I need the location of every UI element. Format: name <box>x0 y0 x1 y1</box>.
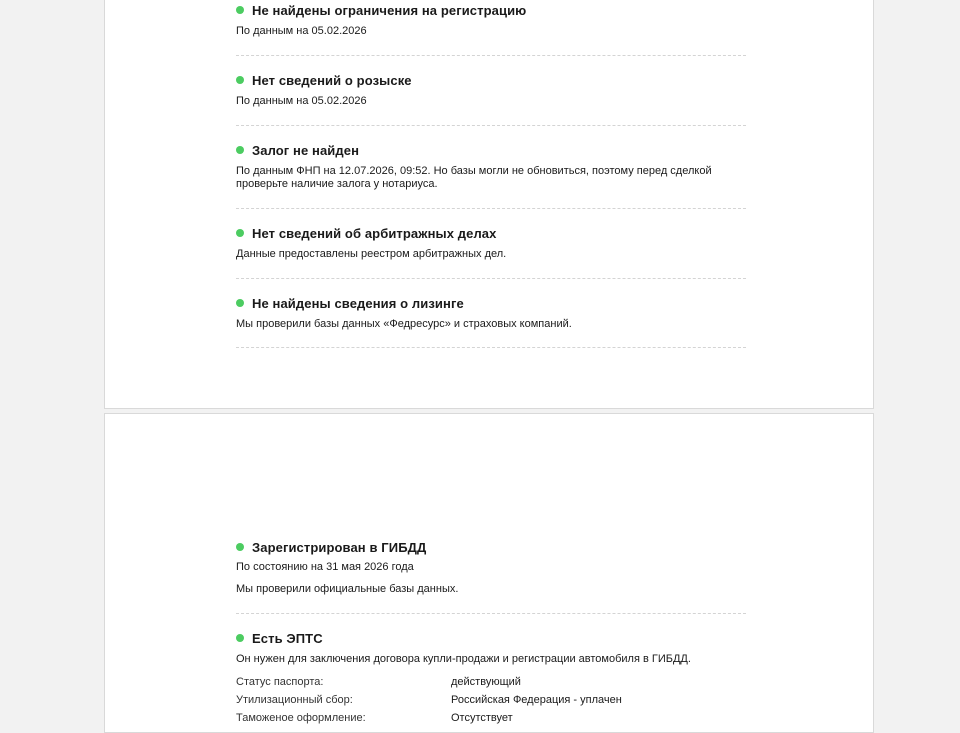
check-title: Зарегистрирован в ГИБДД <box>252 539 427 555</box>
check-title: Нет сведений о розыске <box>252 72 412 88</box>
check-leasing <box>236 293 746 348</box>
check-title: Есть ЭПТС <box>252 630 323 646</box>
status-ok-icon <box>236 634 244 642</box>
status-ok-icon <box>236 76 244 84</box>
check-description: Мы проверили базы данных «Федресурс» и страховых компаний. <box>236 318 572 330</box>
passport-row-status <box>236 673 746 691</box>
passport-value: Российская Федерация - уплачен <box>451 694 622 706</box>
passport-value: действующий <box>451 676 521 688</box>
status-ok-icon <box>236 146 244 154</box>
check-wanted <box>236 70 746 126</box>
passport-label: Статус паспорта: <box>236 676 324 688</box>
check-epts <box>236 628 746 668</box>
check-description: По данным ФНП на 12.07.2026, 09:52. Но базы могли не обновиться, поэтому перед сделкой <box>236 165 712 177</box>
status-ok-icon <box>236 543 244 551</box>
check-description: По состоянию на 31 мая 2026 года <box>236 561 414 573</box>
passport-label: Утилизационный сбор: <box>236 694 353 706</box>
status-ok-icon <box>236 299 244 307</box>
status-ok-icon <box>236 6 244 14</box>
check-title: Залог не найден <box>252 142 360 158</box>
report-card-registration <box>104 413 874 733</box>
check-registration-restrictions <box>236 0 746 56</box>
check-description: Мы проверили официальные базы данных. <box>236 583 459 595</box>
check-description: Он нужен для заключения договора купли-продажи и регистрации автомобиля в ГИБДД. <box>236 653 691 665</box>
check-description: проверьте наличие залога у нотариуса. <box>236 178 438 190</box>
check-description: По данным на 05.02.2026 <box>236 95 367 107</box>
report-card-restrictions <box>104 0 874 409</box>
check-arbitration <box>236 223 746 279</box>
check-pledge <box>236 140 746 209</box>
check-title: Не найдены ограничения на регистрацию <box>252 2 527 18</box>
passport-row-recycling-fee <box>236 691 746 709</box>
passport-details <box>236 673 746 727</box>
check-description: Данные предоставлены реестром арбитражных дел. <box>236 248 507 260</box>
status-ok-icon <box>236 229 244 237</box>
check-description: По данным на 05.02.2026 <box>236 25 367 37</box>
check-gibdd-registration <box>236 537 746 614</box>
passport-label: Таможеное оформление: <box>236 712 366 724</box>
passport-value: Отсутствует <box>451 712 513 724</box>
check-title: Не найдены сведения о лизинге <box>252 295 464 311</box>
check-title: Нет сведений об арбитражных делах <box>252 225 497 241</box>
passport-row-customs <box>236 709 746 727</box>
